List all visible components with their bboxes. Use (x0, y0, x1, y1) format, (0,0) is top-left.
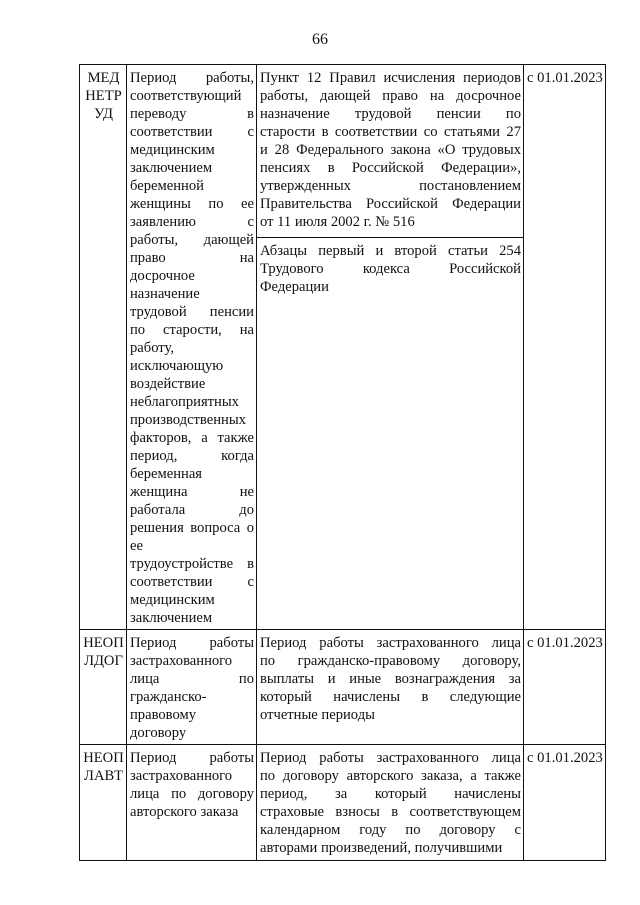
document-table (79, 64, 606, 861)
text-line: исключающую (130, 358, 224, 374)
legal-basis-primary (260, 69, 521, 231)
text-line: выплаты и иные вознаграждения за (260, 671, 521, 687)
text-line: решения вопроса о (130, 520, 254, 536)
text-line: пенсиях в Российской Федерации», (260, 160, 521, 176)
text-line: назначение (130, 286, 200, 302)
text-line: авторского заказа (130, 804, 239, 820)
text-line: Федерации (260, 279, 329, 295)
text-line: Трудового кодекса Российской (260, 261, 521, 277)
text-line: лица по договору (130, 786, 254, 802)
text-line: назначение трудовой пенсии по (260, 106, 521, 122)
text-line: работы, дающей (130, 232, 254, 248)
text-line: договору (130, 725, 187, 741)
text-line: от 11 июля 2002 г. № 516 (260, 214, 415, 230)
period-description (127, 745, 257, 861)
text-line: Период работы (130, 750, 254, 766)
text-line: который начислены в следующие (260, 689, 521, 705)
text-line: заключением (130, 610, 213, 626)
text-line: застрахованного (130, 653, 233, 669)
basis-divider (257, 237, 523, 238)
text-line: беременная (130, 466, 203, 482)
text-line: по договору авторского заказа, а также (260, 768, 521, 784)
text-line: право на (130, 250, 254, 266)
text-line: по гражданско-правовому договору, (260, 653, 521, 669)
text-line: отчетные периоды (260, 707, 375, 723)
text-line: период, за который начислены (260, 786, 521, 802)
text-line: Абзацы первый и второй статьи 254 (260, 243, 521, 259)
table-row (80, 745, 606, 861)
text-line: НЕОП (83, 635, 124, 651)
text-line: правовому (130, 707, 197, 723)
period-code (80, 630, 127, 745)
text-line: застрахованного (130, 768, 233, 784)
text-line: трудовой пенсии (130, 304, 254, 320)
text-line: воздействие (130, 376, 206, 392)
text-line: производственных (130, 412, 246, 428)
text-line: женщины по ее (130, 196, 254, 212)
text-line: Пункт 12 Правил исчисления периодов (260, 70, 521, 86)
text-line: соответствии с (130, 574, 254, 590)
text-line: авторами произведений, получившими (260, 840, 503, 856)
table-row (80, 630, 606, 745)
text-line: Период работы застрахованного лица (260, 635, 521, 651)
text-line: Период работы, (130, 70, 254, 86)
legal-basis (257, 630, 524, 745)
text-line: ее (130, 538, 143, 554)
text-line: лица по (130, 671, 254, 687)
text-line: медицинским (130, 142, 215, 158)
text-line: заявлению с (130, 214, 254, 230)
period-description (127, 630, 257, 745)
text-line: НЕОП (83, 750, 124, 766)
effective-date: с 01.01.2023 (524, 65, 606, 630)
text-line: неблагоприятных (130, 394, 239, 410)
text-line: трудоустройстве в (130, 556, 254, 572)
text-line: и 28 Федерального закона «О трудовых (260, 142, 521, 158)
legal-basis (257, 745, 524, 861)
legal-basis (257, 65, 524, 630)
text-line: работала до (130, 502, 254, 518)
text-line: календарном году по договору с (260, 822, 521, 838)
period-code (80, 745, 127, 861)
text-line: работу, (130, 340, 174, 356)
text-line: гражданско- (130, 689, 207, 705)
text-line: женщина не (130, 484, 254, 500)
text-line: досрочное (130, 268, 195, 284)
table-row (80, 65, 606, 630)
text-line: ЛДОГ (84, 653, 123, 669)
text-line: соответствии с (130, 124, 254, 140)
period-code (80, 65, 127, 630)
text-line: работы, дающей право на досрочное (260, 88, 521, 104)
text-line: утвержденных постановлением (260, 178, 521, 194)
effective-date: с 01.01.2023 (524, 745, 606, 861)
text-line: страховые взносы в соответствующем (260, 804, 521, 820)
text-line: УД (94, 106, 113, 122)
text-line: МЕД (87, 70, 120, 86)
text-line: старости в соответствии со статьями 27 (260, 124, 521, 140)
text-line: заключением (130, 160, 213, 176)
text-line: Правительства Российской Федерации (260, 196, 521, 212)
text-line: соответствующий (130, 88, 242, 104)
text-line: НЕТР (85, 88, 122, 104)
text-line: факторов, а также (130, 430, 254, 446)
text-line: беременной (130, 178, 204, 194)
text-line: медицинским (130, 592, 215, 608)
effective-date: с 01.01.2023 (524, 630, 606, 745)
text-line: Период работы (130, 635, 254, 651)
legal-basis-secondary (260, 242, 521, 296)
text-line: ЛАВТ (84, 768, 123, 784)
text-line: переводу в (130, 106, 254, 122)
page-number: 66 (312, 31, 328, 48)
text-line: Период работы застрахованного лица (260, 750, 521, 766)
text-line: период, когда (130, 448, 254, 464)
period-description (127, 65, 257, 630)
text-line: по старости, на (130, 322, 254, 338)
